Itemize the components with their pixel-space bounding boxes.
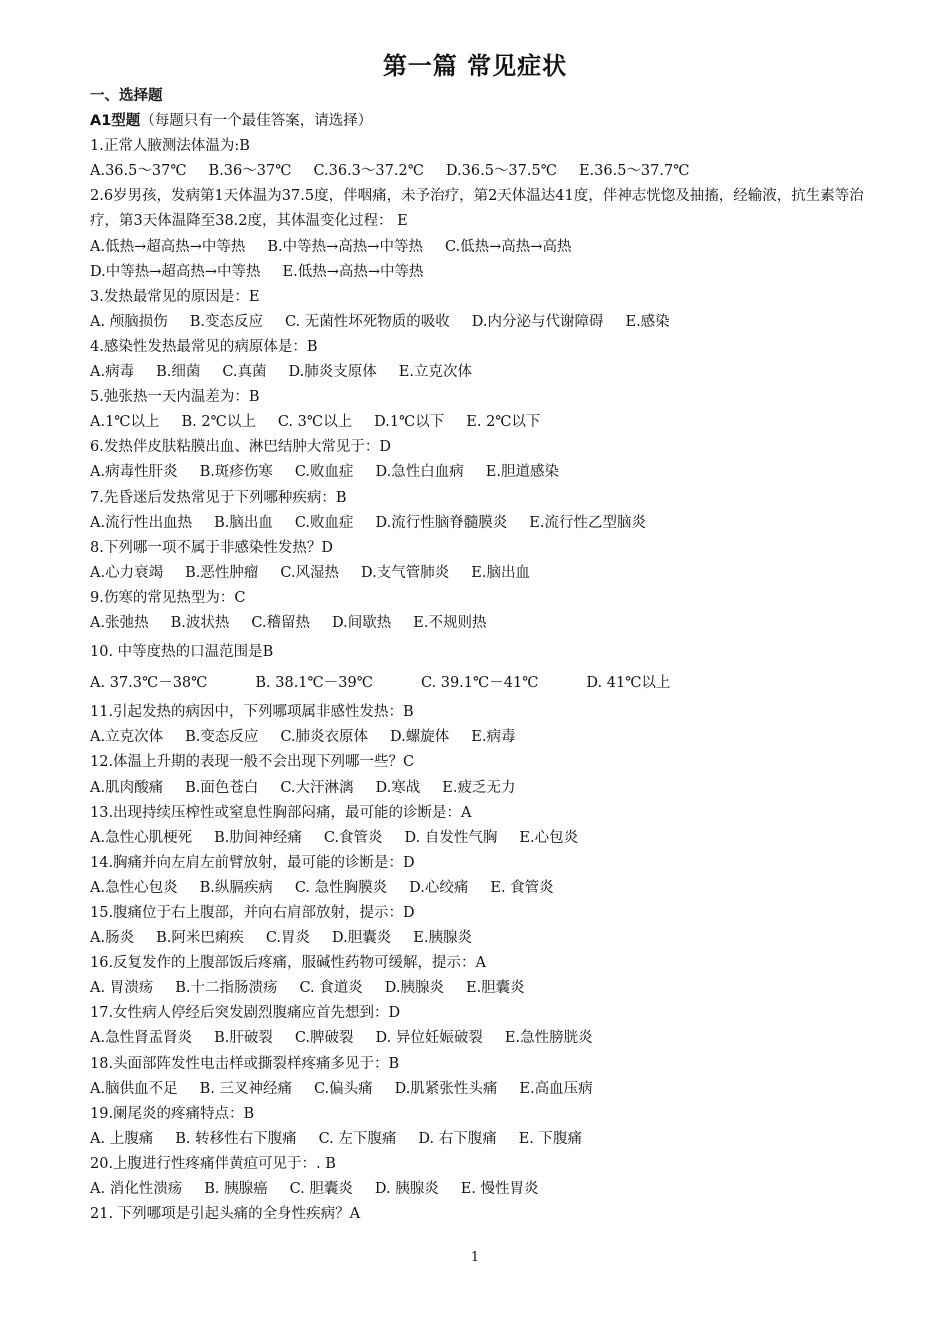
answer-option: A.心力衰竭: [90, 564, 164, 581]
answer-option: D. 异位妊娠破裂: [375, 1030, 483, 1047]
page-title: 第一篇 常见症状: [382, 52, 568, 80]
question-stem: 8.下列哪一项不属于非感染性发热？D: [90, 539, 333, 556]
answer-option: E.流行性乙型脑炎: [529, 514, 646, 531]
question-type-label: A1型题: [90, 113, 141, 130]
option-row: [90, 671, 880, 696]
answer-option: A.流行性出血热: [90, 514, 193, 531]
answer-option: C.食管炎: [323, 829, 383, 846]
answer-option: C. 39.1℃－41℃: [420, 675, 539, 692]
answer-option: A. 胃溃疡: [90, 980, 154, 997]
answer-option: D.螺旋体: [390, 729, 450, 746]
answer-option: A.脑供血不足: [90, 1080, 178, 1097]
answer-option: E.急性膀胱炎: [504, 1030, 593, 1047]
answer-option: A. 颅脑损伤: [90, 313, 168, 330]
answer-option: C.风湿热: [280, 564, 340, 581]
question-stem: 3.发热最常见的原因是：E: [90, 288, 260, 305]
answer-option: D.肺炎支原体: [288, 364, 377, 381]
answer-option: E. 下腹痛: [518, 1130, 583, 1147]
answer-option: C.胃炎: [265, 930, 311, 947]
answer-option: B. 38.1℃－39℃: [255, 675, 373, 692]
option-row: [90, 460, 880, 485]
question-stem: 20.上腹进行性疼痛伴黄疸可见于：. B: [90, 1155, 336, 1172]
question-stem: 11.引起发热的病因中，下列哪项属非感性发热：B: [90, 704, 414, 721]
answer-option: C.败血症: [294, 464, 354, 481]
answer-option: E.低热→高热→中等热: [282, 263, 424, 280]
answer-option: A.立克次体: [90, 729, 164, 746]
answer-option: E. 食管炎: [490, 879, 554, 896]
answer-option: B.纵膈疾病: [199, 879, 273, 896]
answer-option: C. 胆囊炎: [289, 1181, 353, 1198]
answer-option: A.肌肉酸痛: [90, 779, 164, 796]
answer-option: D.支气管肺炎: [361, 564, 450, 581]
answer-option: D.心绞痛: [409, 879, 469, 896]
answer-option: D.胆囊炎: [332, 930, 392, 947]
answer-option: E.胰腺炎: [413, 930, 472, 947]
answer-option: B.斑疹伤寒: [199, 464, 273, 481]
option-row: [90, 410, 880, 435]
answer-option: B.十二指肠溃疡: [175, 980, 278, 997]
option-row: [90, 260, 880, 285]
answer-option: C.真菌: [222, 364, 267, 381]
answer-option: A.急性心肌梗死: [90, 829, 193, 846]
question-stem: 2.6岁男孩，发病第1天体温为37.5度，伴咽痛，未予治疗，第2天体温达41度，伴神志恍惚及抽搐，经输液，抗生素等治疗，第3天体温降至38.2度，其体温变化过程： E: [90, 188, 864, 230]
answer-option: B.36～37℃: [208, 163, 292, 180]
answer-option: A.急性肾盂肾炎: [90, 1030, 193, 1047]
answer-option: E.脑出血: [471, 564, 530, 581]
option-row: [90, 360, 880, 385]
question-stem: 12.体温上升期的表现一般不会出现下列哪一些？C: [90, 754, 415, 771]
answer-option: E.胆囊炎: [465, 980, 525, 997]
question-stem: 16.反复发作的上腹部饭后疼痛，服碱性药物可缓解，提示：A: [90, 955, 487, 972]
answer-option: B. 胰腺癌: [204, 1181, 268, 1198]
question-list: [90, 84, 880, 1227]
answer-option: B.脑出血: [214, 514, 273, 531]
question-stem: 1.正常人腋测法体温为:B: [90, 138, 250, 155]
section-heading: 一、选择题: [90, 88, 163, 104]
option-row: [90, 1127, 880, 1152]
option-row: [90, 1077, 880, 1102]
answer-option: B.变态反应: [185, 729, 259, 746]
question-type-line: [90, 109, 880, 134]
answer-option: D.胰腺炎: [384, 980, 444, 997]
option-row: [90, 776, 880, 801]
answer-option: B. 转移性右下腹痛: [175, 1130, 297, 1147]
answer-option: C. 急性胸膜炎: [294, 879, 388, 896]
question-type-note: （每题只有一个最佳答案，请选择）: [140, 113, 373, 130]
option-row: [90, 826, 880, 851]
question-stem: 21. 下列哪项是引起头痛的全身性疾病？A: [90, 1206, 361, 1223]
answer-option: E.病毒: [471, 729, 516, 746]
option-row: [90, 926, 880, 951]
option-row: [90, 310, 880, 335]
question-stem: 17.女性病人停经后突发剧烈腹痛应首先想到：D: [90, 1005, 401, 1022]
answer-option: B.变态反应: [189, 313, 263, 330]
answer-option: E.不规则热: [413, 614, 487, 631]
answer-option: D.间歇热: [332, 614, 392, 631]
option-row: [90, 611, 880, 636]
answer-option: A. 37.3℃－38℃: [90, 675, 208, 692]
question-stem: 5.弛张热一天内温差为：B: [90, 389, 260, 406]
answer-option: A. 消化性溃疡: [90, 1181, 183, 1198]
option-row: [90, 561, 880, 586]
answer-option: A.张弛热: [90, 614, 149, 631]
answer-option: B.中等热→高热→中等热: [267, 238, 423, 255]
answer-option: C.大汗淋漓: [280, 779, 354, 796]
answer-option: C.低热→高热→高热: [444, 238, 572, 255]
question-stem: 7.先昏迷后发热常见于下列哪种疾病：B: [90, 489, 347, 506]
answer-option: D. 胰腺炎: [374, 1181, 439, 1198]
answer-option: B.肝破裂: [214, 1030, 273, 1047]
answer-option: D.急性白血病: [375, 464, 464, 481]
option-row: [90, 1177, 880, 1202]
answer-option: C.36.3～37.2℃: [313, 163, 424, 180]
answer-option: D.中等热→超高热→中等热: [90, 263, 261, 280]
page-number: 1: [470, 1250, 480, 1265]
answer-option: B. 三叉神经痛: [199, 1080, 292, 1097]
answer-option: A.1℃以上: [90, 414, 160, 431]
questions-container: [90, 134, 880, 1227]
answer-option: C.稽留热: [251, 614, 311, 631]
answer-option: D.1℃以下: [374, 414, 445, 431]
answer-option: D.流行性脑脊髓膜炎: [375, 514, 508, 531]
answer-option: C.脾破裂: [294, 1030, 354, 1047]
answer-option: D.36.5～37.5℃: [445, 163, 557, 180]
question-stem: 15.腹痛位于右上腹部，并向右肩部放射，提示：D: [90, 905, 415, 921]
answer-option: A.病毒: [90, 364, 135, 381]
question-stem: 14.胸痛并向左肩左前臂放射，最可能的诊断是：D: [90, 854, 415, 871]
answer-option: E. 2℃以下: [466, 414, 541, 431]
answer-option: E.疲乏无力: [442, 779, 516, 796]
answer-option: B.波状热: [170, 614, 230, 631]
answer-option: C.败血症: [294, 514, 354, 531]
answer-option: B.阿米巴痢疾: [156, 930, 244, 947]
answer-option: A.病毒性肝炎: [90, 464, 178, 481]
answer-option: E.36.5～37.7℃: [578, 163, 690, 180]
answer-option: E.胆道感染: [485, 464, 559, 481]
option-row: [90, 976, 880, 1001]
answer-option: D.内分泌与代谢障碍: [471, 313, 604, 330]
answer-option: E.高血压病: [519, 1080, 593, 1097]
answer-option: B.细菌: [156, 364, 201, 381]
question-stem: 10. 中等度热的口温范围是B: [90, 644, 274, 661]
question-stem: 9.伤寒的常见热型为：C: [90, 589, 246, 606]
answer-option: E. 慢性胃炎: [460, 1181, 539, 1198]
answer-option: A.低热→超高热→中等热: [90, 238, 246, 255]
answer-option: D. 右下腹痛: [418, 1130, 497, 1147]
question-stem: 18.头面部阵发性电击样或撕裂样疼痛多见于：B: [90, 1055, 400, 1072]
answer-option: B. 2℃以上: [181, 414, 256, 431]
option-row: [90, 725, 880, 750]
option-row: [90, 511, 880, 536]
answer-option: B.恶性肿瘤: [185, 564, 259, 581]
question-stem: 13.出现持续压榨性或窒息性胸部闷痛，最可能的诊断是：A: [90, 804, 472, 821]
option-row: [90, 1026, 880, 1051]
answer-option: C.肺炎衣原体: [280, 729, 369, 746]
answer-option: C. 无菌性坏死物质的吸收: [284, 313, 450, 330]
answer-option: D. 自发性气胸: [404, 829, 498, 846]
answer-option: A. 上腹痛: [90, 1130, 154, 1147]
answer-option: B.面色苍白: [185, 779, 259, 796]
answer-option: D.肌紧张性头痛: [394, 1080, 498, 1097]
answer-option: B.肋间神经痛: [214, 829, 302, 846]
option-row: [90, 876, 880, 901]
option-row: [90, 235, 880, 260]
answer-option: D. 41℃以上: [586, 675, 671, 692]
answer-option: D.寒战: [375, 779, 421, 796]
answer-option: C. 食道炎: [299, 980, 363, 997]
answer-option: C.偏头痛: [313, 1080, 373, 1097]
answer-option: C. 3℃以上: [277, 414, 353, 431]
answer-option: A.急性心包炎: [90, 879, 178, 896]
question-stem: 19.阑尾炎的疼痛特点：B: [90, 1105, 255, 1122]
answer-option: C. 左下腹痛: [318, 1130, 397, 1147]
answer-option: E.心包炎: [519, 829, 579, 846]
question-stem: 4.感染性发热最常见的病原体是：B: [90, 338, 318, 355]
answer-option: A.36.5～37℃: [90, 163, 187, 180]
answer-option: E.立克次体: [398, 364, 472, 381]
option-row: [90, 159, 880, 184]
question-stem: 6.发热伴皮肤粘膜出血、淋巴结肿大常见于：D: [90, 439, 391, 456]
answer-option: E.感染: [625, 313, 670, 330]
answer-option: A.肠炎: [90, 930, 135, 947]
